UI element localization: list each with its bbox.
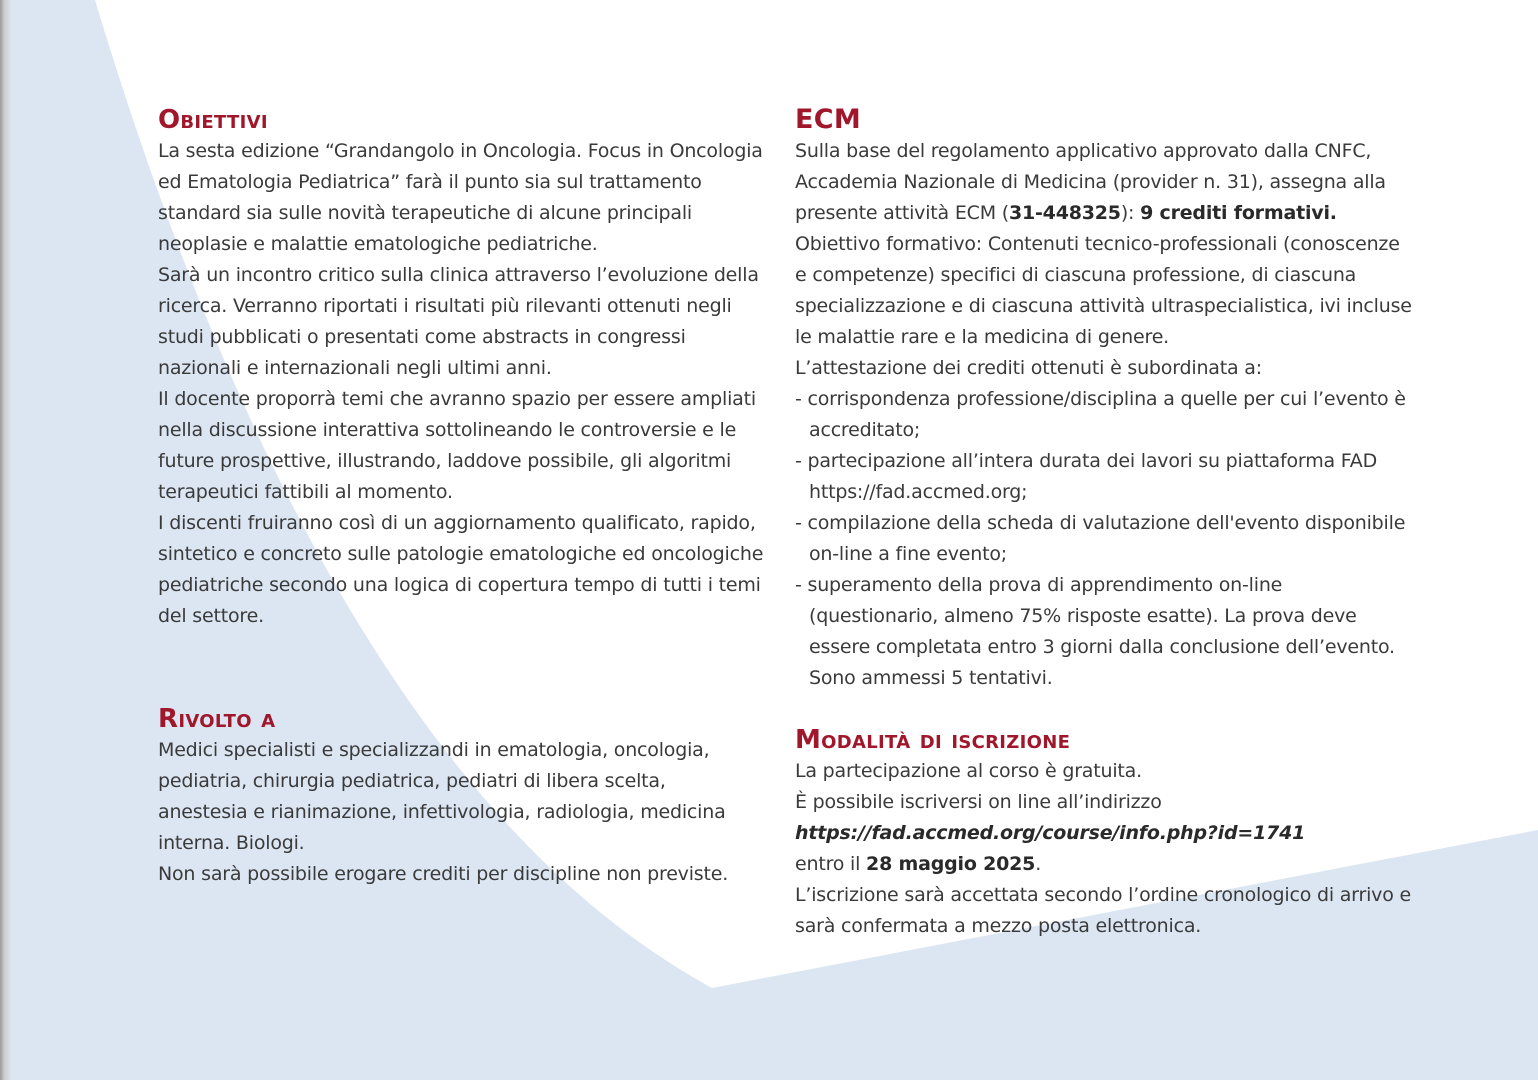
obiettivi-paragraph: La sesta edizione “Grandangolo in Oncologia. Focus in Oncologia ed Ematologia Pediatrica” farà il punto sia sul trattamento standard sia sulle novità terapeutiche di alcune principali neoplasie e malattie ematologiche pediatriche. — [158, 140, 763, 255]
obiettivi-paragraph: Sarà un incontro critico sulla clinica attraverso l’evoluzione della ricerca. Verranno riportati i risultati più rilevanti ottenuti negli studi pubblicati o presentati come abstracts in congressi nazionali e internazionali negli ultimi anni. — [158, 264, 759, 379]
ecm-intro-mid: ): — [1120, 202, 1141, 224]
ecm-code: 31-448325 — [1008, 202, 1121, 224]
ecm-attestation: L’attestazione dei crediti ottenuti è subordinata a: — [795, 357, 1262, 379]
rivolto-note: Non sarà possibile erogare crediti per discipline non previste. — [158, 863, 729, 885]
iscrizione-line: La partecipazione al corso è gratuita. — [795, 760, 1142, 782]
obiettivi-section — [158, 104, 770, 632]
iscrizione-url-link[interactable]: https://fad.accmed.org/course/info.php?id=1741 — [795, 822, 1306, 844]
deadline-prefix: entro il — [795, 853, 867, 875]
ecm-credits: 9 crediti formativi. — [1140, 202, 1337, 224]
iscrizione-line: L’iscrizione sarà accettata secondo l’ordine cronologico di arrivo e sarà confermata a mezzo posta elettronica. — [795, 884, 1411, 937]
rivolto-text: Medici specialisti e specializzandi in ematologia, oncologia, pediatria, chirurgia pediatrica, pediatri di libera scelta, anestesia e rianimazione, infettivologia, radiologia, medicina interna. Biologi. — [158, 739, 726, 854]
ecm-objective: Obiettivo formativo: Contenuti tecnico-professionali (conoscenze e competenze) specifici di ciascuna professione, di ciascuna specializzazione e di ciascuna attività ultraspecialistica, ivi incluse le malattie rare e la medicina di genere. — [795, 233, 1412, 348]
obiettivi-paragraph: I discenti fruiranno così di un aggiornamento qualificato, rapido, sintetico e concreto sulle patologie ematologiche ed oncologiche pediatriche secondo una logica di copertura tempo di tutti i temi del settore. — [158, 512, 764, 627]
rivolto-heading: Rivolto a — [158, 704, 276, 734]
ecm-intro — [795, 136, 1415, 229]
ecm-requirement-item: - compilazione della scheda di valutazione dell'evento disponibile on-line a fine evento; — [795, 512, 1406, 565]
iscrizione-deadline — [795, 849, 1415, 880]
deadline-suffix: . — [1035, 853, 1042, 875]
obiettivi-heading: Obiettivi — [158, 105, 268, 135]
iscrizione-line: È possibile iscriversi on line all’indirizzo — [795, 791, 1162, 813]
ecm-requirement-item: - partecipazione all’intera durata dei lavori su piattaforma FAD https://fad.accmed.org; — [795, 450, 1377, 503]
ecm-requirement-item: - superamento della prova di apprendimento on-line (questionario, almeno 75% risposte esatte). La prova deve essere completata entro 3 giorni dalla conclusione dell’evento. Sono ammessi 5 tentativi. — [795, 574, 1395, 689]
iscrizione-section — [795, 724, 1415, 942]
deadline-date: 28 maggio 2025 — [866, 853, 1036, 875]
ecm-heading: ECM — [795, 104, 862, 135]
iscrizione-heading: Modalità di iscrizione — [795, 725, 1071, 755]
page-edge-shadow — [0, 0, 12, 1080]
rivolto-section — [158, 703, 758, 890]
ecm-intro-text: Sulla base del regolamento applicativo approvato dalla CNFC, Accademia Nazionale di Medicina (provider n. 31), assegna alla presente attività ECM ( — [795, 140, 1386, 224]
ecm-section — [795, 104, 1415, 694]
ecm-requirement-item: - corrispondenza professione/disciplina a quelle per cui l’evento è accreditato; — [795, 388, 1406, 441]
obiettivi-paragraph: Il docente proporrà temi che avranno spazio per essere ampliati nella discussione interattiva sottolineando le controversie e le future prospettive, illustrando, laddove possibile, gli algoritmi terapeutici fattibili al momento. — [158, 388, 756, 503]
